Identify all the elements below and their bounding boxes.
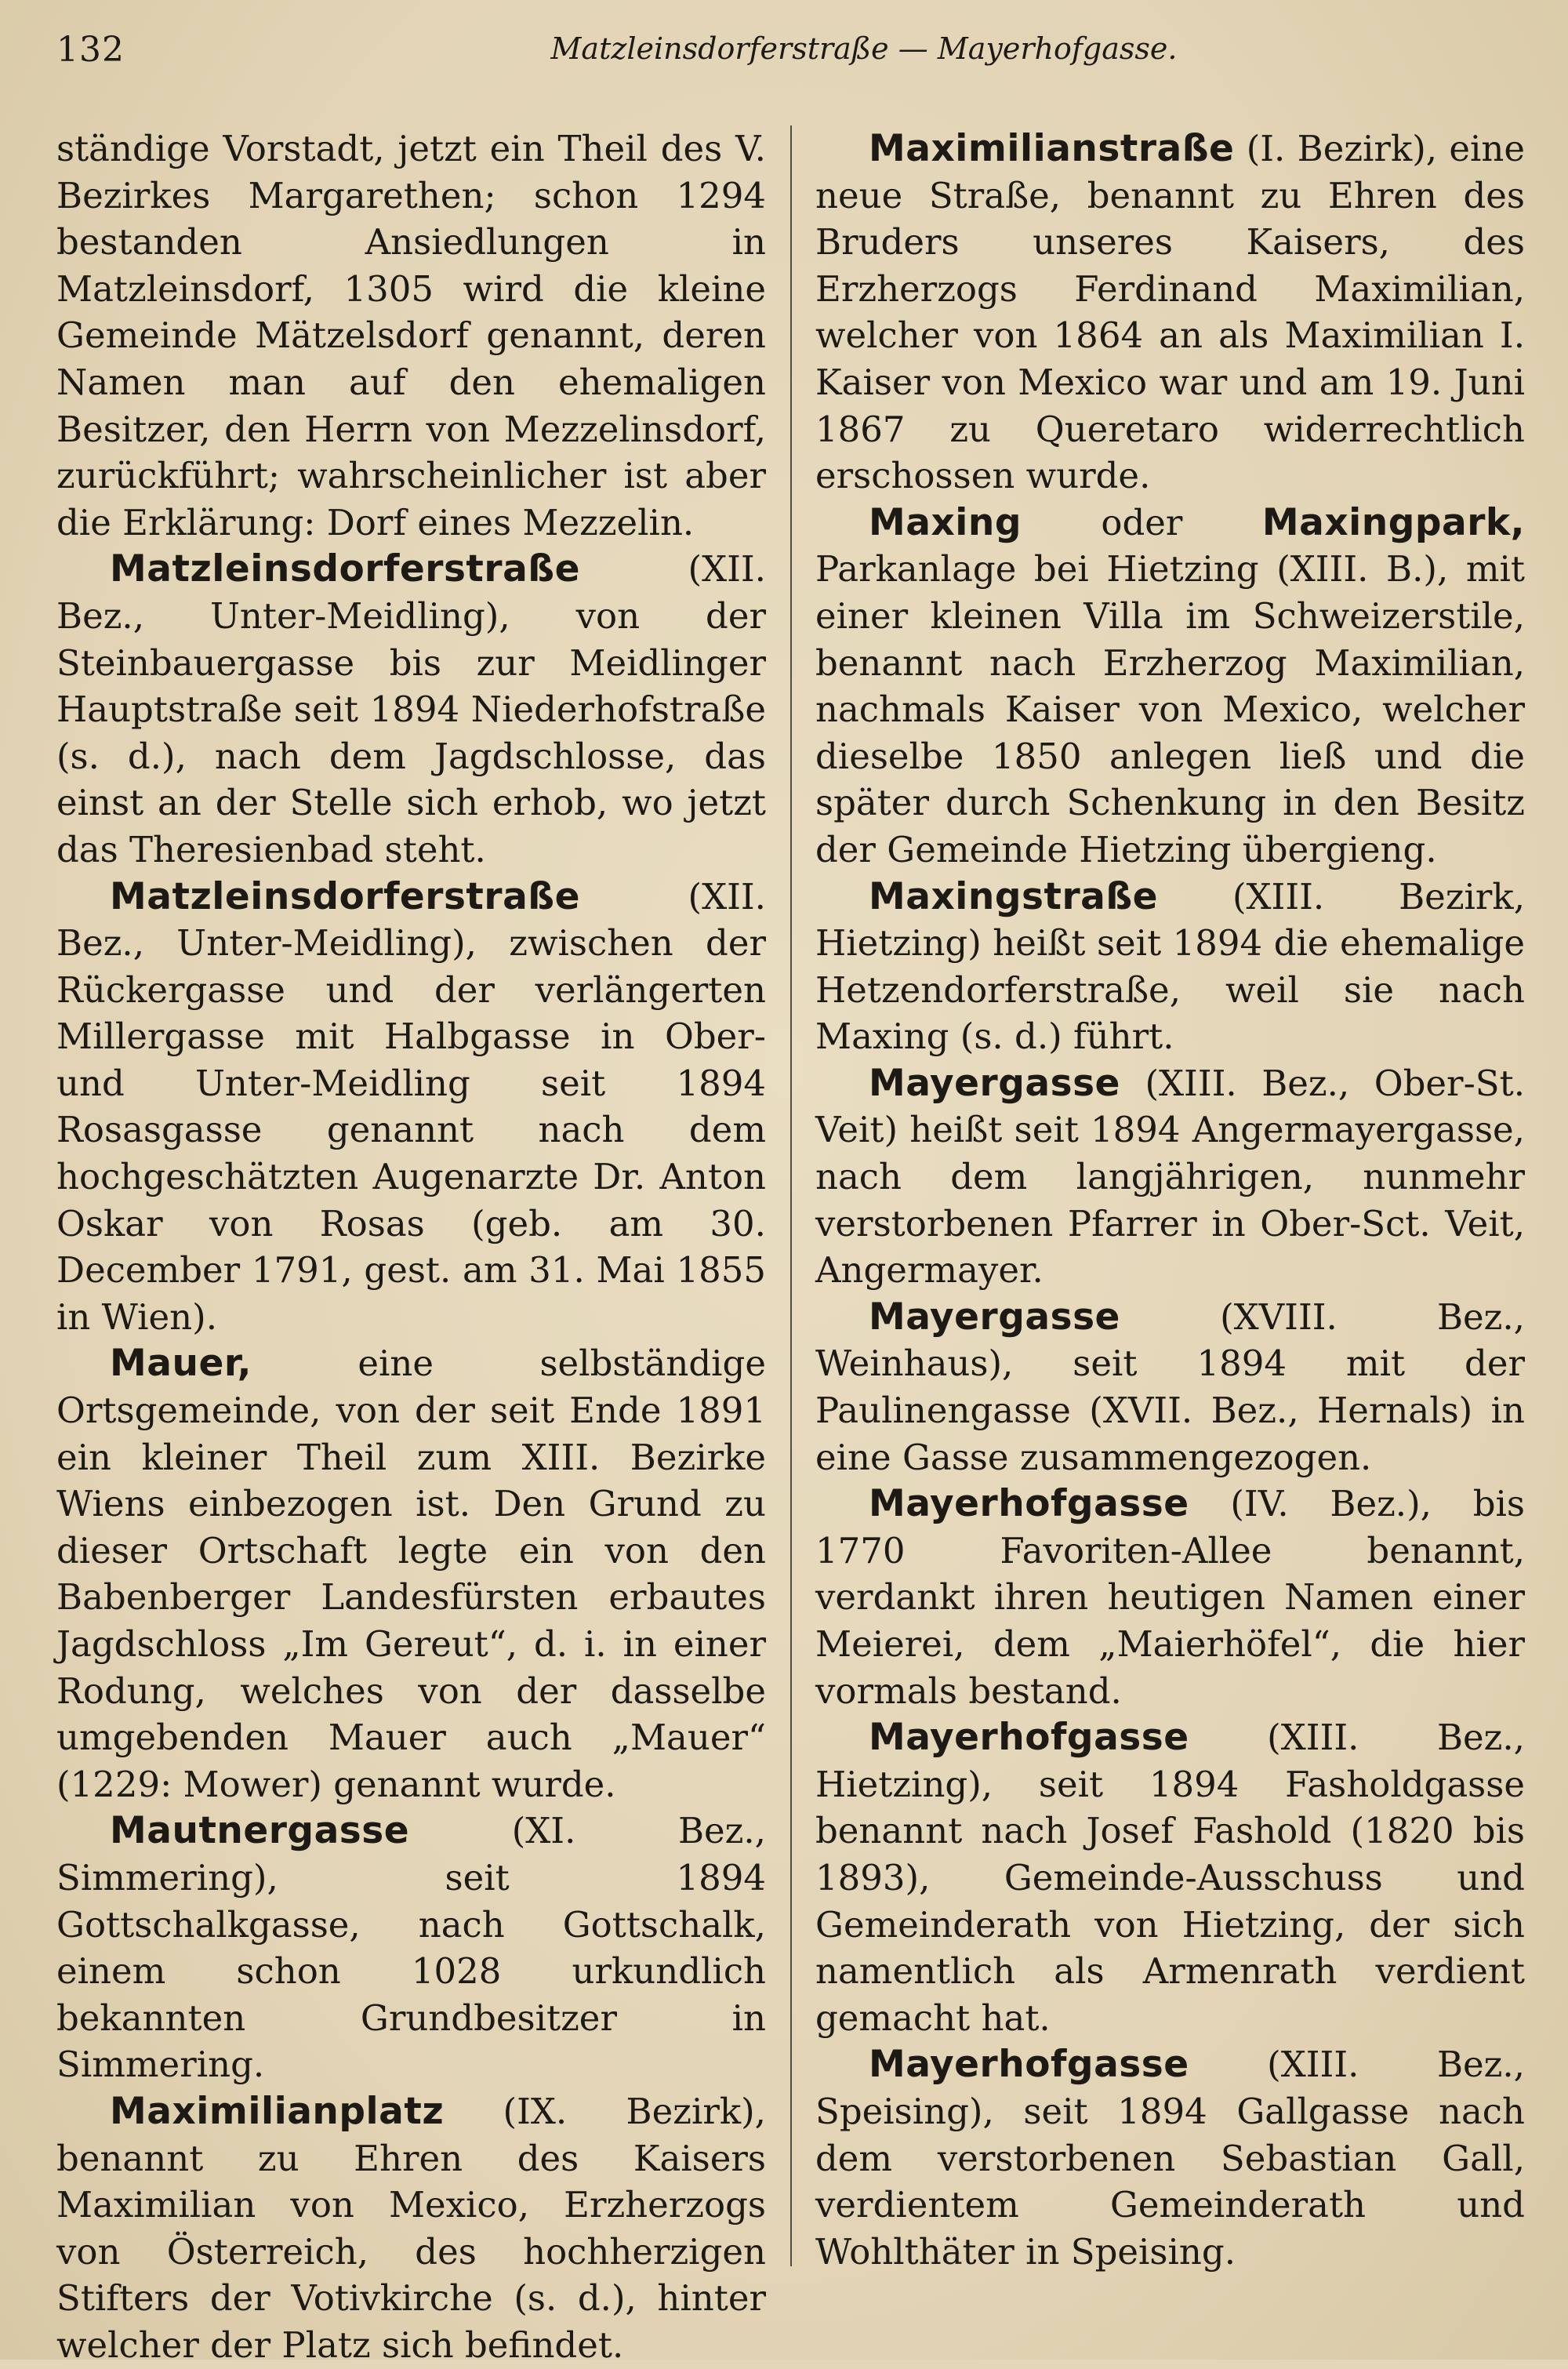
running-head: Matzleinsdorferstraße — Mayerhofgasse. bbox=[550, 31, 1178, 66]
column-divider bbox=[790, 125, 792, 2266]
entry-headword: Mauer, bbox=[110, 1342, 252, 1386]
entry-text: (IV. Bez.), bis 1770 Favoriten-Allee benannt, verdankt ihren heutigen Namen einer Meierei, dem „Maierhöfel“, die hier vormals bestand. bbox=[815, 1483, 1525, 1712]
entry-headword: Matzleinsdorferstraße bbox=[110, 547, 580, 591]
right-column bbox=[815, 125, 1525, 2275]
entry-headword: Maxing bbox=[869, 500, 1022, 544]
page-header bbox=[56, 30, 1515, 77]
entry-headword-alt: Maxingpark, bbox=[1261, 500, 1525, 544]
entry-mayerhofgasse-2 bbox=[815, 1714, 1525, 2041]
entry-text: (IX. Bezirk), benannt zu Ehren des Kaisers Maximilian von Mexico, Erzherzogs von Österreich, des hochherzigen Stifters der Votivkirche (s. d.), hinter welcher der Platz sich befindet. bbox=[56, 2090, 766, 2366]
entry-headword: Mayerhofgasse bbox=[869, 1716, 1189, 1760]
entry-headword: Mayerhofgasse bbox=[869, 2043, 1189, 2087]
entry-mauer bbox=[56, 1340, 766, 1808]
page-number: 132 bbox=[56, 30, 125, 70]
entry-text: ständige Vorstadt, jetzt ein Theil des V. Bezirkes Margarethen; schon 1294 bestanden Ansiedlungen in Matzleinsdorf, 1305 wird die kleine Gemeinde Mätzelsdorf genannt, deren Namen man auf den ehemaligen Besitzer, den Herrn von Mezzelinsdorf, zurückführt; wahrscheinlicher ist aber die Erklärung: Dorf eines Mezzelin. bbox=[56, 128, 766, 543]
entry-headword: Matzleinsdorferstraße bbox=[110, 874, 580, 918]
entry-mayergasse-2 bbox=[815, 1294, 1525, 1481]
entry-maxingstrasse bbox=[815, 874, 1525, 1060]
entry-text: (XII. Bez., Unter-Meidling), von der Steinbauergasse bis zur Meidlinger Hauptstraße seit 1894 Niederhofstraße (s. d.), nach dem Jagdschlosse, das einst an der Stelle sich erhob, wo jetzt das Theresienbad steht. bbox=[56, 548, 766, 870]
left-column bbox=[56, 125, 766, 2369]
entry-headword: Mautnergasse bbox=[110, 1809, 410, 1853]
entry-headword: Mayergasse bbox=[869, 1061, 1120, 1105]
entry-text: (XII. Bez., Unter-Meidling), zwischen der Rückergasse und der verlängerten Millergasse mit Halbgasse in Ober- und Unter-Meidling seit 1894 Rosasgasse genannt nach dem hochgeschätzten Augenarzte Dr. Anton Oskar von Rosas (geb. am 30. December 1791, gest. am 31. Mai 1855 in Wien). bbox=[56, 875, 766, 1338]
entry-text: (XVIII. Bez., Weinhaus), seit 1894 mit der Paulinengasse (XVII. Bez., Hernals) in eine Gasse zusammengezogen. bbox=[815, 1295, 1525, 1478]
entry-headword: Maximilianstraße bbox=[869, 127, 1235, 170]
entry-text: (XIII. Bez., Speising), seit 1894 Gallgasse nach dem verstorbenen Sebastian Gall, verdientem Gemeinderath und Wohlthäter in Speising. bbox=[815, 2044, 1525, 2273]
entry-text: (XIII. Bezirk, Hietzing) heißt seit 1894 die ehemalige Hetzendorferstraße, weil sie nach Maxing (s. d.) führt. bbox=[815, 875, 1525, 1058]
entry-maximilianstrasse bbox=[815, 125, 1525, 500]
entry-matzleinsdorferstrasse-1 bbox=[56, 546, 766, 873]
entry-text-continued: Parkanlage bei Hietzing (XIII. B.), mit einer kleinen Villa im Schweizerstile, benannt nach Erzherzog Maximilian, nachmals Kaiser von Mexico, welcher dieselbe 1850 anlegen ließ und die später durch Schenkung in den Besitz der Gemeinde Hietzing übergieng. bbox=[815, 548, 1525, 870]
entry-mautnergasse bbox=[56, 1808, 766, 2088]
entry-headword: Maxingstraße bbox=[869, 874, 1159, 918]
entry-mayergasse-1 bbox=[815, 1060, 1525, 1294]
entry-text: eine selbständige Ortsgemeinde, von der seit Ende 1891 ein kleiner Theil zum XIII. Bezirke Wiens einbezogen ist. Den Grund zu dieser Ortschaft legte ein von den Babenberger Landesfürsten erbautes Jagdschloss „Im Gereut“, d. i. in einer Rodung, welches von der dasselbe umgebenden Mauer auch „Mauer“ (1229: Mower) genannt wurde. bbox=[56, 1343, 766, 1805]
entry-maximilianplatz bbox=[56, 2088, 766, 2369]
entry-headword: Mayerhofgasse bbox=[869, 1482, 1189, 1526]
entry-headword: Maximilianplatz bbox=[110, 2089, 445, 2133]
entry-text: (XIII. Bez., Hietzing), seit 1894 Fasholdgasse benannt nach Josef Fashold (1820 bis 1893), Gemeinde-Ausschuss und Gemeinderath von Hietzing, der sich namentlich als Armenrath verdient gemacht hat. bbox=[815, 1717, 1525, 2039]
entry-matzleinsdorferstrasse-2 bbox=[56, 874, 766, 1341]
entry-mayerhofgasse-3 bbox=[815, 2041, 1525, 2275]
entry-maxing bbox=[815, 500, 1525, 874]
entry-text: (I. Bezirk), eine neue Straße, benannt zu Ehren des Bruders unseres Kaisers, des Erzherzogs Ferdinand Maximilian, welcher von 1864 an als Maximilian I. Kaiser von Mexico war und am 19. Juni 1867 zu Queretaro widerrechtlich erschossen wurde. bbox=[815, 128, 1525, 497]
entry-text: (XI. Bez., Simmering), seit 1894 Gottschalkgasse, nach Gottschalk, einem schon 1028 urkundlich bekannten Grundbesitzer in Simmering. bbox=[56, 1810, 766, 2086]
entry-continuation bbox=[56, 125, 766, 546]
entry-mayerhofgasse-1 bbox=[815, 1481, 1525, 1714]
entry-text: oder bbox=[1022, 501, 1262, 543]
entry-text: (XIII. Bez., Ober-St. Veit) heißt seit 1894 Angermayergasse, nach dem langjährigen, nunmehr verstorbenen Pfarrer in Ober-Sct. Veit, Angermayer. bbox=[815, 1062, 1525, 1292]
entry-headword: Mayergasse bbox=[869, 1295, 1120, 1339]
